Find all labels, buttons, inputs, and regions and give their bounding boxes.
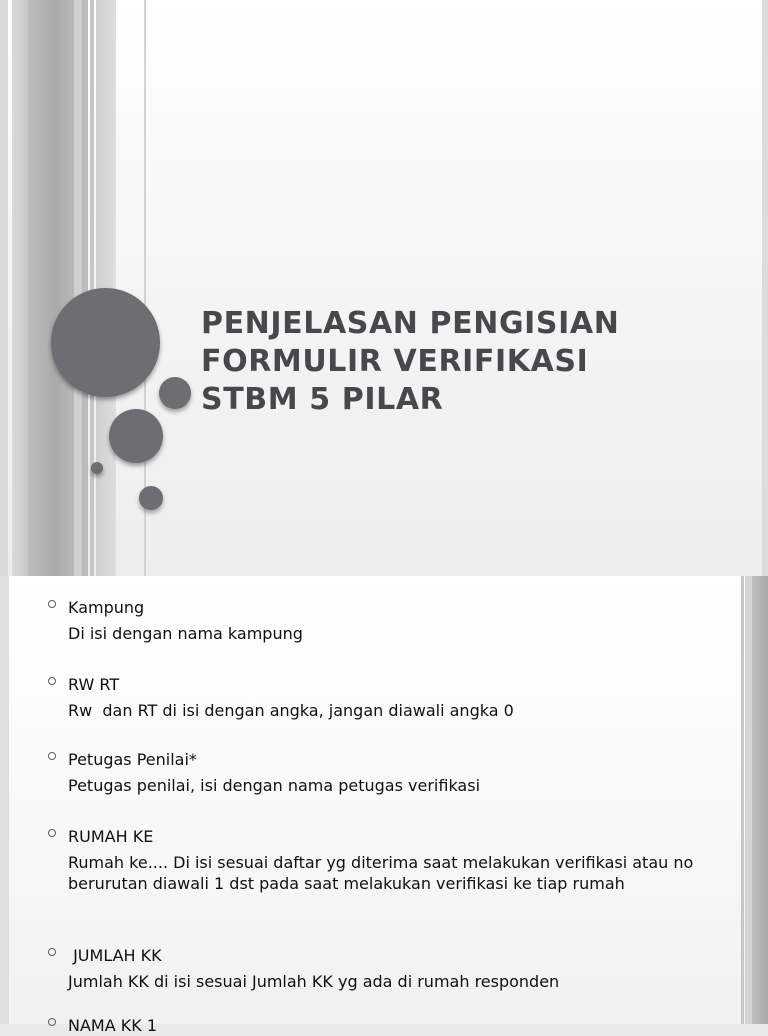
list-item-heading: Petugas Penilai* [68,750,197,769]
slide-title-line-3: STBM 5 PILAR [201,382,444,417]
decorative-circle-medium [109,409,163,463]
bullet-circle-icon [48,677,56,685]
content-slide [0,576,768,1035]
list-item-description: Jumlah KK di isi sesuai Jumlah KK yg ada di rumah responden [68,972,560,991]
bullet-circle-icon [48,829,56,837]
decorative-band [82,0,88,576]
slide-frame-right [762,0,768,576]
list-item-description: Petugas penilai, isi dengan nama petugas verifikasi [68,776,481,795]
decorative-circle-small [159,377,191,409]
list-item-heading: JUMLAH KK [68,946,162,965]
decorative-band [28,0,74,576]
list-item-description: Di isi dengan nama kampung [68,624,303,643]
bullet-circle-icon [48,600,56,608]
slide-frame-left [0,576,9,1024]
slide-frame-left [0,0,8,576]
slide-title-line-2: FORMULIR VERIFIKASI [201,344,589,379]
decorative-band [90,0,94,576]
decorative-band [745,576,752,1024]
list-item-heading: RW RT [68,675,120,694]
slide-title [201,305,721,419]
bullet-circle-icon [48,752,56,760]
slide-title-line-1: PENJELASAN PENGISIAN [201,306,620,341]
decorative-band [741,576,744,1024]
decorative-circle-tiny [91,462,103,474]
list-item-heading: Kampung [68,598,145,617]
bullet-circle-icon [48,948,56,956]
list-item-description: Rumah ke.... Di isi sesuai daftar yg diterima saat melakukan verifikasi atau no berurutan diawali 1 dst pada saat melakukan verifikasi ke tiap rumah [68,853,699,893]
decorative-circle-small [139,486,163,510]
decorative-band [12,0,28,576]
decorative-band [752,576,768,1024]
decorative-circle-large [51,288,160,397]
bullet-circle-icon [48,1018,56,1026]
list-item-description: Rw dan RT di isi dengan angka, jangan diawali angka 0 [68,701,514,720]
decorative-band [74,0,82,576]
list-item-heading: NAMA KK 1 [68,1016,157,1035]
list-item-heading: RUMAH KE [68,827,154,846]
